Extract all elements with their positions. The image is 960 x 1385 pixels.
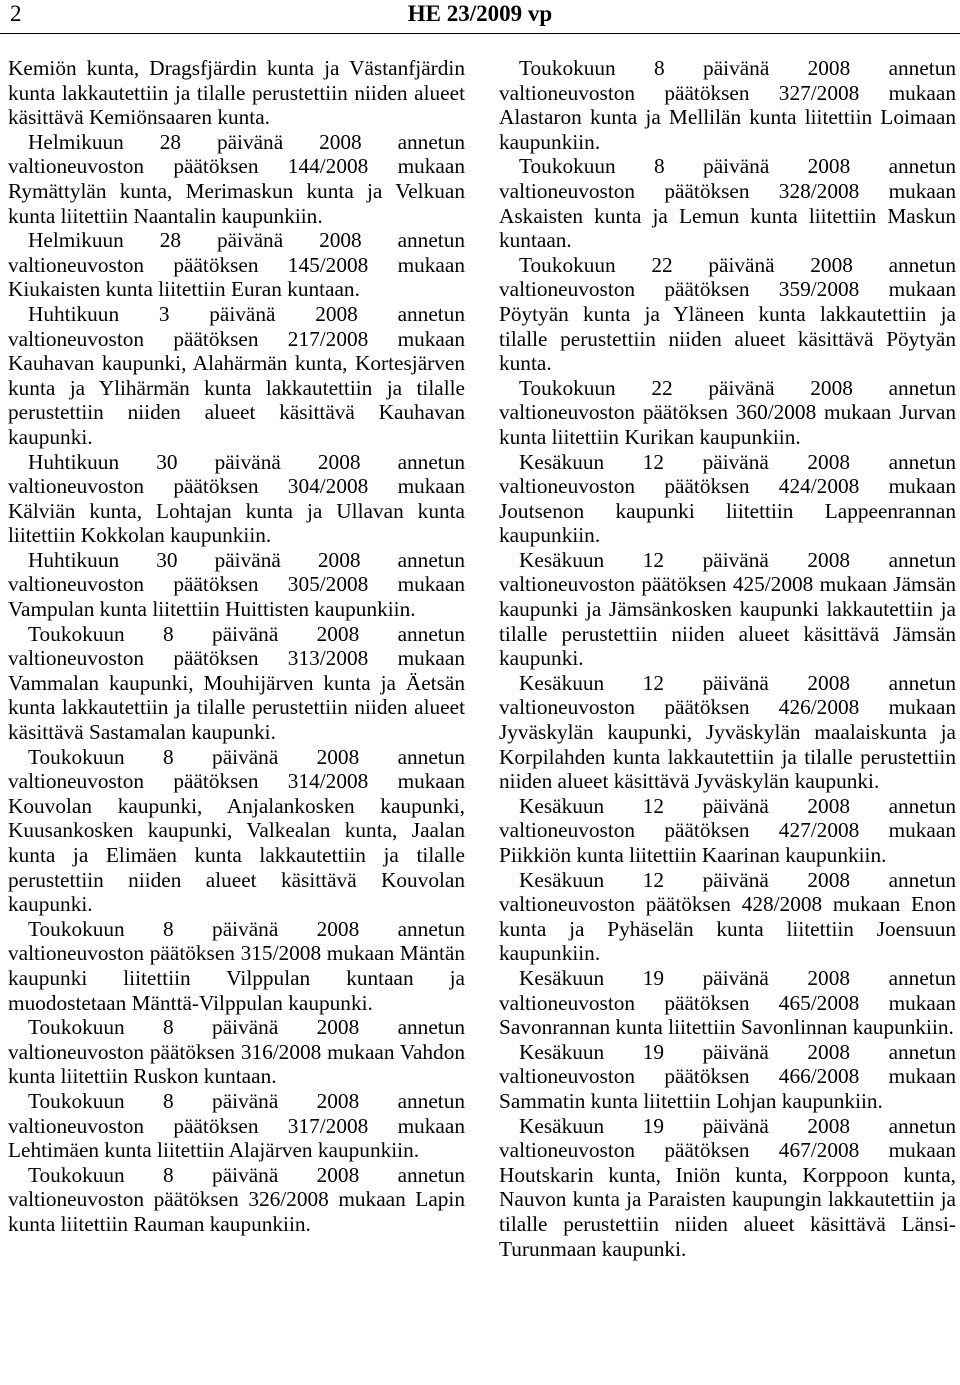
paragraph: Toukokuun 8 päivänä 2008 annetun valtioneuvoston päätöksen 315/2008 mukaan Mäntän kaupunki liitettiin Vilppulan kuntaan ja muodostetaan Mänttä-Vilppulan kaupunki. (8, 916, 465, 1015)
paragraph: Kesäkuun 12 päivänä 2008 annetun valtioneuvoston päätöksen 425/2008 mukaan Jämsän kaupunki ja Jämsänkosken kaupunki lakkautettiin ja tilalle perustettiin niiden alueet käsittävä Jämsän kaupunki. (499, 547, 956, 671)
paragraph: Toukokuun 8 päivänä 2008 annetun valtioneuvoston päätöksen 317/2008 mukaan Lehtimäen kunta liitettiin Alajärven kaupunkiin. (8, 1088, 465, 1163)
left-column (8, 56, 465, 1237)
paragraph: Huhtikuun 30 päivänä 2008 annetun valtioneuvoston päätöksen 305/2008 mukaan Vampulan kunta liitettiin Huittisten kaupunkiin. (8, 547, 465, 622)
paragraph: Kesäkuun 12 päivänä 2008 annetun valtioneuvoston päätöksen 428/2008 mukaan Enon kunta ja Pyhäselän kunta liitettiin Joensuun kaupunkiin. (499, 867, 956, 966)
header-rule (0, 33, 960, 34)
paragraph: Toukokuun 8 päivänä 2008 annetun valtioneuvoston päätöksen 326/2008 mukaan Lapin kunta liitettiin Rauman kaupunkiin. (8, 1162, 465, 1236)
paragraph: Kesäkuun 12 päivänä 2008 annetun valtioneuvoston päätöksen 426/2008 mukaan Jyväskylän kaupunki, Jyväskylän maalaiskunta ja Korpilahden kunta lakkautettiin ja tilalle perustettiin niiden alueet käsittävä Jyväskylän kaupunki. (499, 670, 956, 794)
paragraph: Kesäkuun 19 päivänä 2008 annetun valtioneuvoston päätöksen 467/2008 mukaan Houtskarin kunta, Iniön kunta, Korppoon kunta, Nauvon kunta ja Paraisten kaupungin lakkautettiin ja tilalle perustettiin niiden alueet käsittävä Länsi-Turunmaan kaupunki. (499, 1113, 956, 1261)
paragraph: Toukokuun 22 päivänä 2008 annetun valtioneuvoston päätöksen 360/2008 mukaan Jurvan kunta liitettiin Kurikan kaupunkiin. (499, 375, 956, 449)
paragraph: Kesäkuun 19 päivänä 2008 annetun valtioneuvoston päätöksen 466/2008 mukaan Sammatin kunta liitettiin Lohjan kaupunkiin. (499, 1039, 956, 1113)
paragraph: Toukokuun 8 päivänä 2008 annetun valtioneuvoston päätöksen 316/2008 mukaan Vahdon kunta liitettiin Ruskon kuntaan. (8, 1015, 465, 1089)
document-id: HE 23/2009 vp (407, 1, 553, 26)
paragraph: Kesäkuun 12 päivänä 2008 annetun valtioneuvoston päätöksen 427/2008 mukaan Piikkiön kunta liitettiin Kaarinan kaupunkiin. (499, 793, 956, 867)
paragraph: Toukokuun 8 päivänä 2008 annetun valtioneuvoston päätöksen 313/2008 mukaan Vammalan kaupunki, Mouhijärven kunta ja Äetsän kunta lakkautettiin ja tilalle perustettiin niiden alueet käsittävä Sastamalan kaupunki. (8, 621, 465, 745)
paragraph: Toukokuun 8 päivänä 2008 annetun valtioneuvoston päätöksen 314/2008 mukaan Kouvolan kaupunki, Anjalankosken kaupunki, Kuusankosken kaupunki, Valkealan kunta, Jaalan kunta ja Elimäen kunta lakkautettiin ja tilalle perustettiin niiden alueet käsittävä Kouvolan kaupunki. (8, 744, 465, 917)
paragraph: Huhtikuun 3 päivänä 2008 annetun valtioneuvoston päätöksen 217/2008 mukaan Kauhavan kaupunki, Alahärmän kunta, Kortesjärven kunta ja Ylihärmän kunta lakkautettiin ja tilalle perustettiin niiden alueet käsittävä Kauhavan kaupunki. (8, 301, 465, 449)
page-header (0, 0, 960, 40)
paragraph: Kemiön kunta, Dragsfjärdin kunta ja Västanfjärdin kunta lakkautettiin ja tilalle perustettiin niiden alueet käsittävä Kemiönsaaren kunta. (8, 56, 465, 130)
page-number: 2 (10, 1, 22, 26)
paragraph: Toukokuun 22 päivänä 2008 annetun valtioneuvoston päätöksen 359/2008 mukaan Pöytyän kunta ja Yläneen kunta lakkautettiin ja tilalle perustettiin niiden alueet käsittävä Pöytyän kunta. (499, 252, 956, 376)
paragraph: Toukokuun 8 päivänä 2008 annetun valtioneuvoston päätöksen 328/2008 mukaan Askaisten kunta ja Lemun kunta liitettiin Maskun kuntaan. (499, 154, 956, 253)
paragraph: Helmikuun 28 päivänä 2008 annetun valtioneuvoston päätöksen 144/2008 mukaan Rymättylän kunta, Merimaskun kunta ja Velkuan kunta liitettiin Naantalin kaupunkiin. (8, 129, 465, 228)
paragraph: Kesäkuun 12 päivänä 2008 annetun valtioneuvoston päätöksen 424/2008 mukaan Joutsenon kaupunki liitettiin Lappeenrannan kaupunkiin. (499, 449, 956, 548)
paragraph: Kesäkuun 19 päivänä 2008 annetun valtioneuvoston päätöksen 465/2008 mukaan Savonrannan kunta liitettiin Savonlinnan kaupunkiin. (499, 965, 956, 1040)
paragraph: Toukokuun 8 päivänä 2008 annetun valtioneuvoston päätöksen 327/2008 mukaan Alastaron kunta ja Mellilän kunta liitettiin Loimaan kaupunkiin. (499, 56, 956, 154)
paragraph: Helmikuun 28 päivänä 2008 annetun valtioneuvoston päätöksen 145/2008 mukaan Kiukaisten kunta liitettiin Euran kuntaan. (8, 228, 465, 302)
paragraph: Huhtikuun 30 päivänä 2008 annetun valtioneuvoston päätöksen 304/2008 mukaan Kälviän kunta, Lohtajan kunta ja Ullavan kunta liitettiin Kokkolan kaupunkiin. (8, 449, 465, 548)
right-column (499, 56, 956, 1261)
